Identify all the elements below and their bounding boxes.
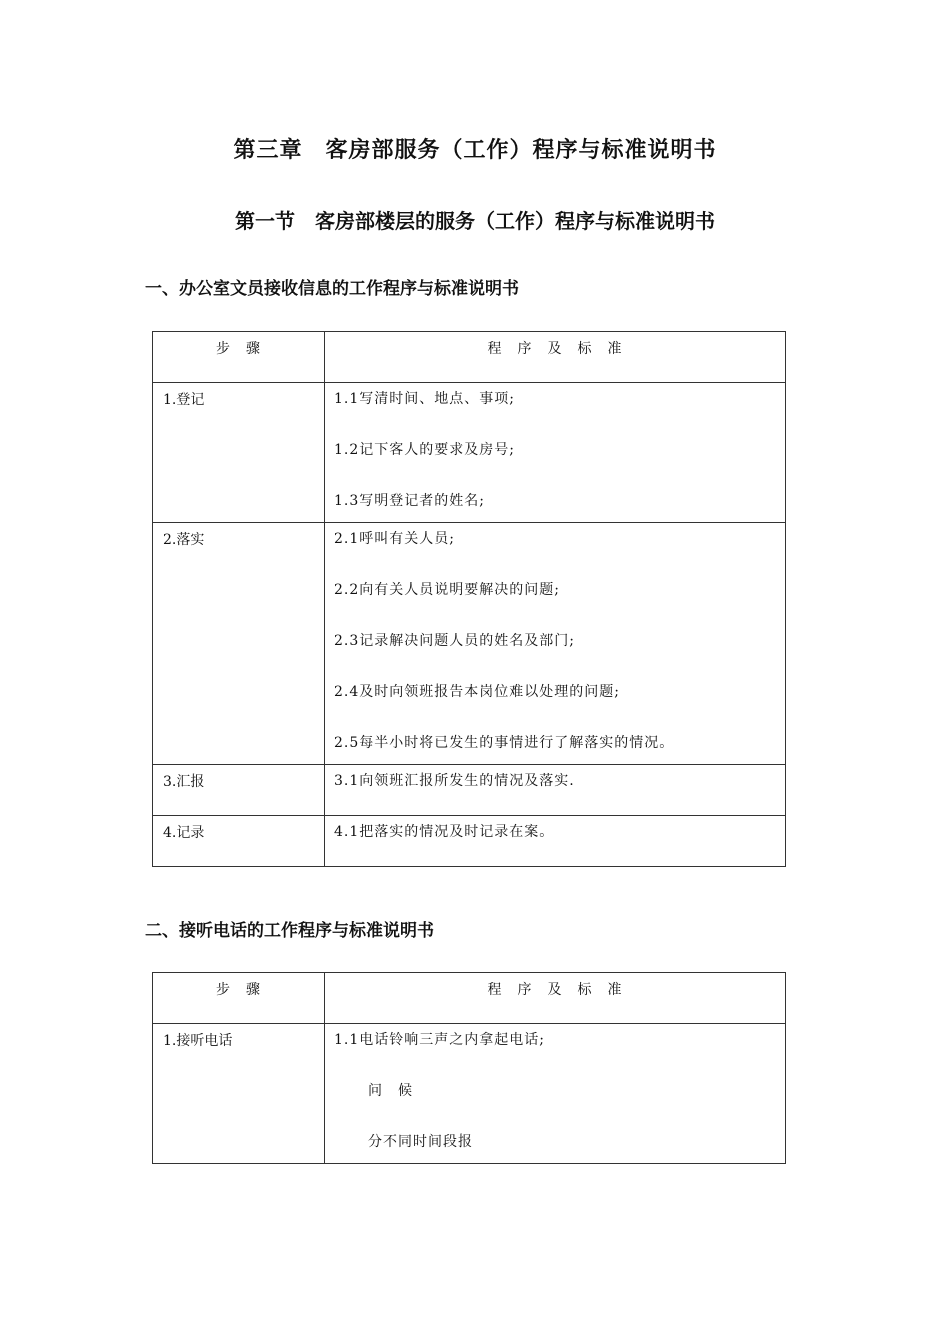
procedure-item: 2.5每半小时将已发生的事情进行了解落实的情况。 bbox=[334, 735, 675, 751]
procedure-item: 2.4及时向领班报告本岗位难以处理的问题; bbox=[334, 684, 620, 700]
procedure-cell bbox=[325, 523, 786, 765]
header-cell-step bbox=[153, 332, 325, 383]
table-header-row bbox=[153, 973, 786, 1024]
procedure-cell bbox=[325, 1024, 786, 1164]
procedure-item: 2.3记录解决问题人员的姓名及部门; bbox=[334, 633, 575, 649]
procedure-cell bbox=[325, 765, 786, 816]
step-cell: 4.记录 bbox=[153, 816, 325, 867]
subsection-title: 一、办公室文员接收信息的工作程序与标准说明书 bbox=[145, 279, 519, 299]
step-cell: 3.汇报 bbox=[153, 765, 325, 816]
procedure-item: 2.2向有关人员说明要解决的问题; bbox=[334, 582, 560, 598]
procedure-item: 1.1写清时间、地点、事项; bbox=[334, 391, 515, 407]
header-cell-procedure bbox=[325, 332, 786, 383]
procedure-item: 1.2记下客人的要求及房号; bbox=[334, 442, 515, 458]
table-row bbox=[153, 383, 786, 523]
step-cell: 2.落实 bbox=[153, 523, 325, 765]
procedure-cell bbox=[325, 816, 786, 867]
step-cell: 1.登记 bbox=[153, 383, 325, 523]
table-row bbox=[153, 1024, 786, 1164]
table-row bbox=[153, 523, 786, 765]
header-cell-step bbox=[153, 973, 325, 1024]
procedure-item: 1.3写明登记者的姓名; bbox=[334, 493, 485, 509]
header-cell-procedure bbox=[325, 973, 786, 1024]
table-row bbox=[153, 816, 786, 867]
table-header-row bbox=[153, 332, 786, 383]
procedure-item: 问 候 bbox=[368, 1083, 413, 1099]
step-cell: 1.接听电话 bbox=[153, 1024, 325, 1164]
procedure-item: 2.1呼叫有关人员; bbox=[334, 531, 455, 547]
procedure-item: 4.1把落实的情况及时记录在案。 bbox=[334, 824, 555, 840]
procedure-table bbox=[152, 972, 786, 1164]
chapter-title: 第三章 客房部服务（工作）程序与标准说明书 bbox=[233, 138, 717, 163]
section-title: 第一节 客房部楼层的服务（工作）程序与标准说明书 bbox=[235, 209, 715, 233]
header-step-label: 步 骤 bbox=[216, 982, 261, 998]
header-procedure-label: 程 序 及 标 准 bbox=[487, 341, 623, 357]
procedure-item: 1.1电话铃响三声之内拿起电话; bbox=[334, 1032, 545, 1048]
header-step-label: 步 骤 bbox=[216, 341, 261, 357]
table-row bbox=[153, 765, 786, 816]
procedure-item: 分不同时间段报 bbox=[368, 1134, 473, 1150]
subsection-title: 二、接听电话的工作程序与标准说明书 bbox=[145, 921, 434, 941]
procedure-cell bbox=[325, 383, 786, 523]
procedure-table bbox=[152, 331, 786, 867]
header-procedure-label: 程 序 及 标 准 bbox=[487, 982, 623, 998]
procedure-item: 3.1向领班汇报所发生的情况及落实. bbox=[334, 773, 575, 789]
